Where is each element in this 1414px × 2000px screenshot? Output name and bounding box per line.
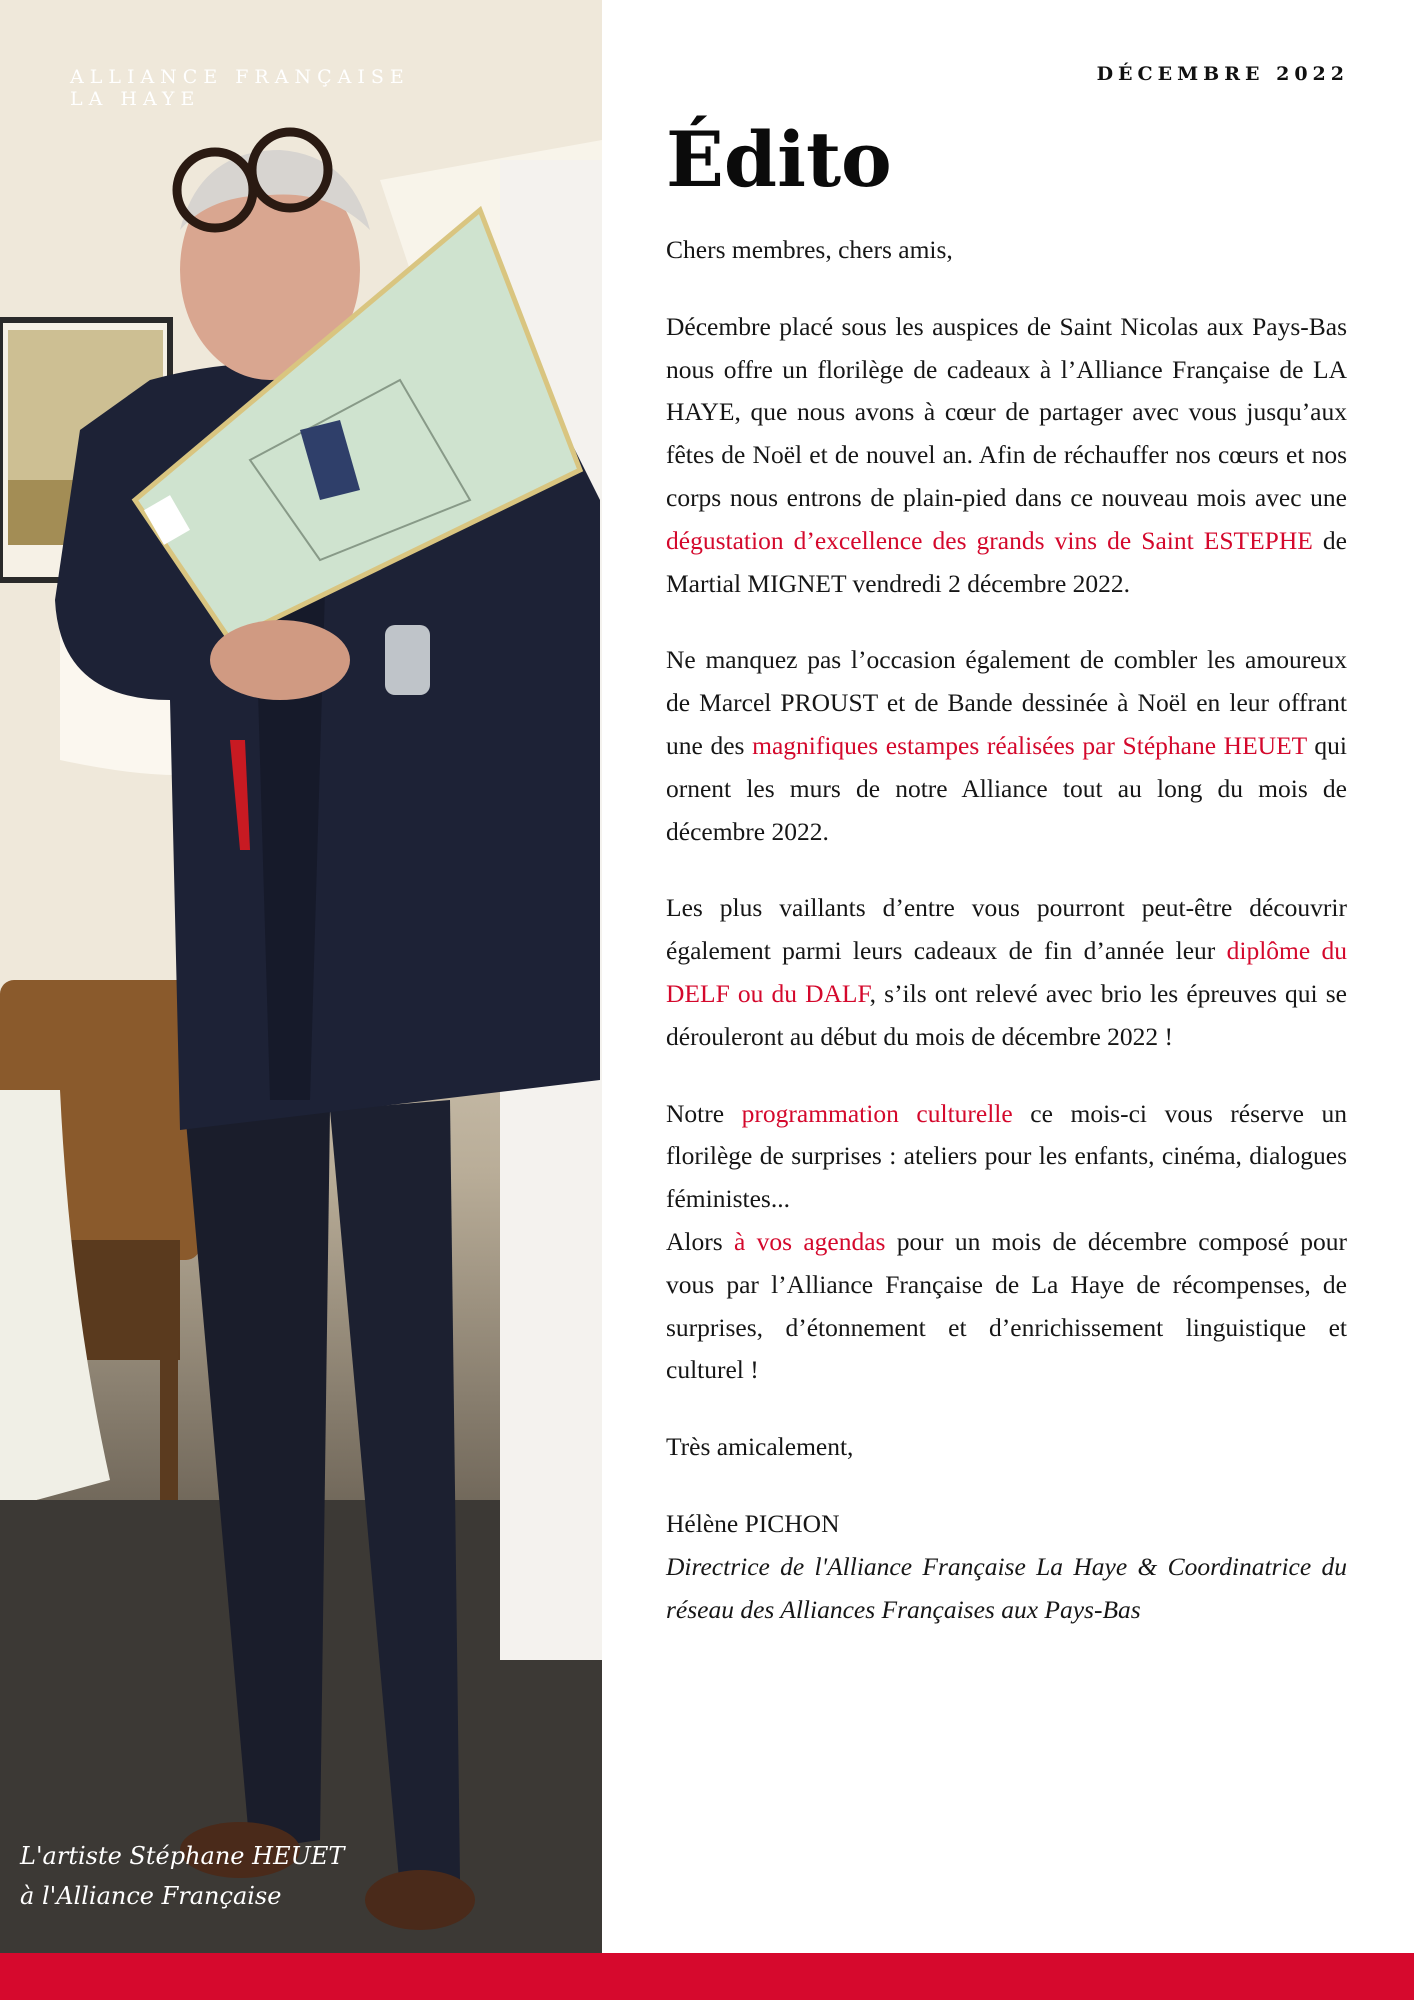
closing: Très amicalement, xyxy=(666,1432,854,1462)
paragraph-2-text-b: qui ornent les murs de notre Alliance tout au long du mois de décembre 2022. xyxy=(666,730,1348,846)
prints-link[interactable]: magnifiques estampes réalisées par Stéphane HEUET xyxy=(752,730,1307,760)
paragraph-2-text-a: Ne manquez pas l’occasion également de combler les amoureux de Marcel PROUST et de Bande dessinée à Noël en leur offrant une des xyxy=(666,645,1347,760)
paragraph-3-text-a: Les plus vaillants d’entre vous pourront peut-être découvrir également parmi leurs cadeaux de fin d’année leur xyxy=(666,893,1347,966)
signer-name: Hélène PICHON xyxy=(666,1508,840,1538)
editorial-letter xyxy=(666,229,1347,1631)
cover-photo xyxy=(0,0,602,1953)
paragraph-5-text-a: Alors xyxy=(666,1226,734,1256)
wine-tasting-link[interactable]: dégustation d’excellence des grands vins de Saint ESTEPHE xyxy=(666,525,1313,555)
signer-title: Directrice de l'Alliance Française La Haye & Coordinatrice du réseau des Alliances Françaises aux Pays-Bas xyxy=(666,1551,1347,1624)
photo-caption xyxy=(20,1836,580,1916)
paragraph-3 xyxy=(666,887,1347,1058)
paragraph-4-text-b: ce mois-ci vous réserve un florilège de surprises : ateliers pour les enfants, cinéma, dialogues féministes... xyxy=(666,1098,1347,1214)
issue-date: DÉCEMBRE 2022 xyxy=(1096,63,1349,85)
greeting: Chers membres, chers amis, xyxy=(666,235,953,264)
paragraph-2 xyxy=(666,639,1347,853)
caption-line-1: L'artiste Stéphane HEUET xyxy=(20,1842,345,1870)
paragraph-5 xyxy=(666,1221,1347,1392)
page-title: Édito xyxy=(666,115,892,204)
caption-line-2: à l'Alliance Française xyxy=(20,1882,282,1910)
photo-illustration xyxy=(0,0,602,1953)
paragraph-1-text-a: Décembre placé sous les auspices de Saint Nicolas aux Pays-Bas nous offre un florilège de cadeaux à l’Alliance Française de LA HAYE, que nous avons à cœur de partager avec vous jusqu’aux fêtes de Noël et de nouvel an. Afin de réchauffer nos cœurs et nos corps nous entrons de plain-pied dans ce nouveau mois avec une xyxy=(666,311,1347,512)
paragraph-4-text-a: Notre xyxy=(666,1098,742,1128)
cultural-program-link[interactable]: programmation culturelle xyxy=(741,1098,1013,1128)
paragraph-5-text-b: pour un mois de décembre composé pour vous par l’Alliance Française de La Haye de récompenses, de surprises, d’étonnement et d’enrichissement linguistique et culturel ! xyxy=(666,1226,1348,1385)
paragraph-1-text-b: de Martial MIGNET vendredi 2 décembre 2022. xyxy=(666,525,1347,598)
delf-dalf-link[interactable]: diplôme du DELF ou du DALF xyxy=(666,936,1347,1008)
paragraph-1 xyxy=(666,306,1347,606)
paragraph-3-text-b: , s’ils ont relevé avec brio les épreuves qui se dérouleront au début du mois de décembre 2022 ! xyxy=(666,978,1348,1051)
footer-accent-bar xyxy=(0,1953,1414,2000)
agenda-link[interactable]: à vos agendas xyxy=(733,1226,886,1256)
paragraph-4 xyxy=(666,1093,1347,1221)
org-name: ALLIANCE FRANÇAISE LA HAYE xyxy=(70,66,410,110)
